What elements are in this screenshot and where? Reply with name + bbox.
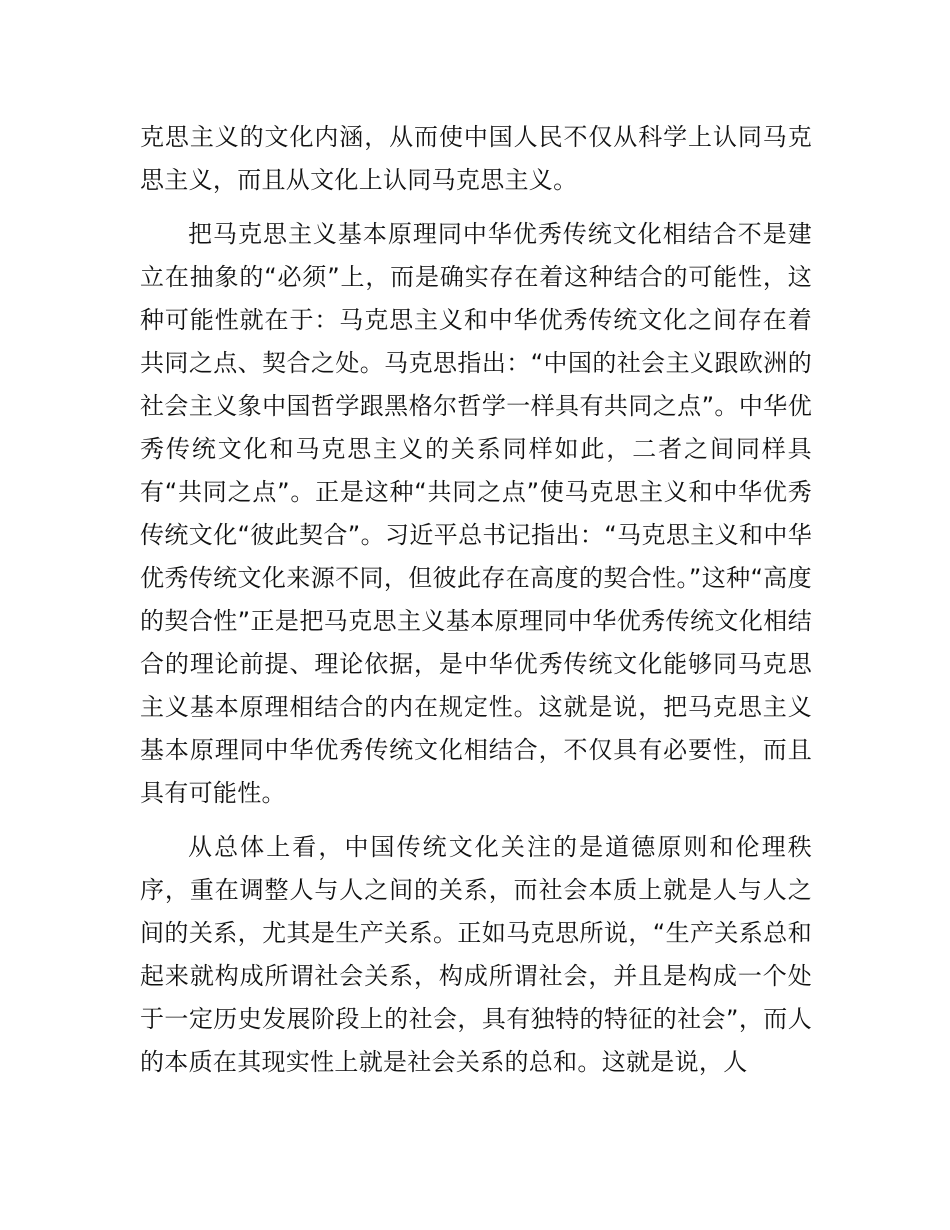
paragraph-social-relations: 从总体上看，中国传统文化关注的是道德原则和伦理秩序，重在调整人与人之间的关系，而社会本质上就是人与人之间的关系，尤其是生产关系。正如马克思所说，“生产关系总和起来就构成所谓社会关系，构成所谓社会，并且是构成一个处于一定历史发展阶段上的社会，具有独特的特征的社会”，而人的本质在其现实性上就是社会关系的总和。这就是说，人 (140, 833, 812, 1076)
paragraph-continuation: 克思主义的文化内涵，从而使中国人民不仅从科学上认同马克思主义，而且从文化上认同马克思主义。 (140, 123, 812, 194)
paragraph-compatibility: 把马克思主义基本原理同中华优秀传统文化相结合不是建立在抽象的“必须”上，而是确实存在着这种结合的可能性，这种可能性就在于：马克思主义和中华优秀传统文化之间存在着共同之点、契合之处。马克思指出：“中国的社会主义跟欧洲的社会主义象中国哲学跟黑格尔哲学一样具有共同之点”。中华优秀传统文化和马克思主义的关系同样如此，二者之间同样具有“共同之点”。正是这种“共同之点”使马克思主义和中华优秀传统文化“彼此契合”。习近平总书记指出：“马克思主义和中华优秀传统文化来源不同，但彼此存在高度的契合性。”这种“高度的契合性”正是把马克思主义基本原理同中华优秀传统文化相结合的理论前提、理论依据，是中华优秀传统文化能够同马克思主义基本原理相结合的内在规定性。这就是说，把马克思主义基本原理同中华优秀传统文化相结合，不仅具有必要性，而且具有可能性。 (140, 220, 812, 807)
document-body (140, 116, 812, 1095)
